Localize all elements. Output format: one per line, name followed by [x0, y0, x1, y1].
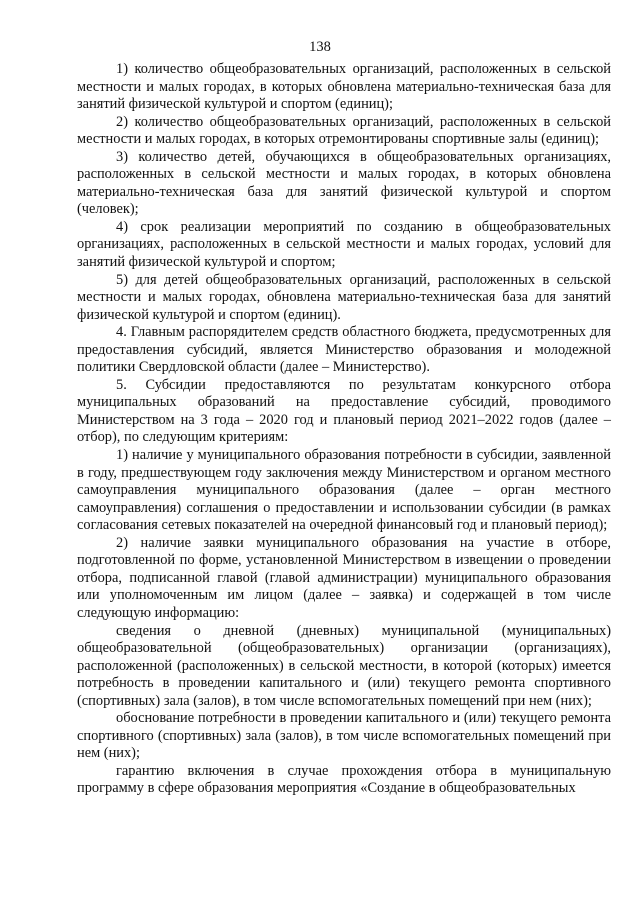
- paragraph-8: 1) наличие у муниципального образования потребности в субсидии, заявленной в году, предшествующем году заключения между Министерством и органом местного самоуправления муниципального образования (далее – орган местного самоуправления) соглашения о предоставлении и использовании субсидии (в рамках согласования сетевых показателей на очередной финансовый год и плановый период);: [77, 447, 611, 534]
- body-text: [77, 61, 611, 798]
- paragraph-12: гарантию включения в случае прохождения отбора в муниципальную программу в сфере образования мероприятия «Создание в общеобразовательных: [77, 762, 611, 797]
- paragraph-7: 5. Субсидии предоставляются по результатам конкурсного отбора муниципальных образований на предоставление субсидий, проводимого Министерством на 3 года – 2020 год и плановый период 2021–2022 годов (далее – отбор), по следующим критериям:: [77, 376, 611, 446]
- paragraph-2: 2) количество общеобразовательных организаций, расположенных в сельской местности и малых городах, в которых отремонтированы спортивные залы (единиц);: [77, 113, 611, 148]
- paragraph-3: 3) количество детей, обучающихся в общеобразовательных организациях, расположенных в сельской местности и малых городах, в которых обновлена материально-техническая база для занятий физической культурой и спортом (человек);: [77, 148, 611, 218]
- paragraph-6: 4. Главным распорядителем средств областного бюджета, предусмотренных для предоставления субсидий, является Министерство образования и молодежной политики Свердловской области (далее – Министерство).: [77, 324, 611, 376]
- paragraph-1: 1) количество общеобразовательных организаций, расположенных в сельской местности и малых городах, в которых обновлена материально-техническая база для занятий физической культурой и спортом (единиц);: [77, 61, 611, 113]
- paragraph-10: сведения о дневной (дневных) муниципальной (муниципальных) общеобразовательной (общеобразовательных) организации (организациях), расположенной (расположенных) в сельской местности, в которой (которых) имеется потребность в проведении капитального и (или) текущего ремонта спортивного (спортивных) зала (залов), в том числе вспомогательных помещений при нем (них);: [77, 622, 611, 709]
- paragraph-5: 5) для детей общеобразовательных организаций, расположенных в сельской местности и малых городах, обновлена материально-техническая база для занятий физической культурой и спортом (единиц).: [77, 271, 611, 323]
- paragraph-11: обоснование потребности в проведении капитального и (или) текущего ремонта спортивного (спортивных) зала (залов), в том числе вспомогательных помещений при нем (них);: [77, 710, 611, 762]
- paragraph-9: 2) наличие заявки муниципального образования на участие в отборе, подготовленной по форме, установленной Министерством в извещении о проведении отбора, подписанной главой (главой администрации) муниципального образования или уполномоченным им лицом (далее – заявка) и содержащей в том числе следующую информацию:: [77, 534, 611, 621]
- paragraph-4: 4) срок реализации мероприятий по созданию в общеобразовательных организациях, расположенных в сельской местности и малых городах, условий для занятий физической культурой и спортом;: [77, 218, 611, 271]
- page-number: 138: [309, 39, 331, 55]
